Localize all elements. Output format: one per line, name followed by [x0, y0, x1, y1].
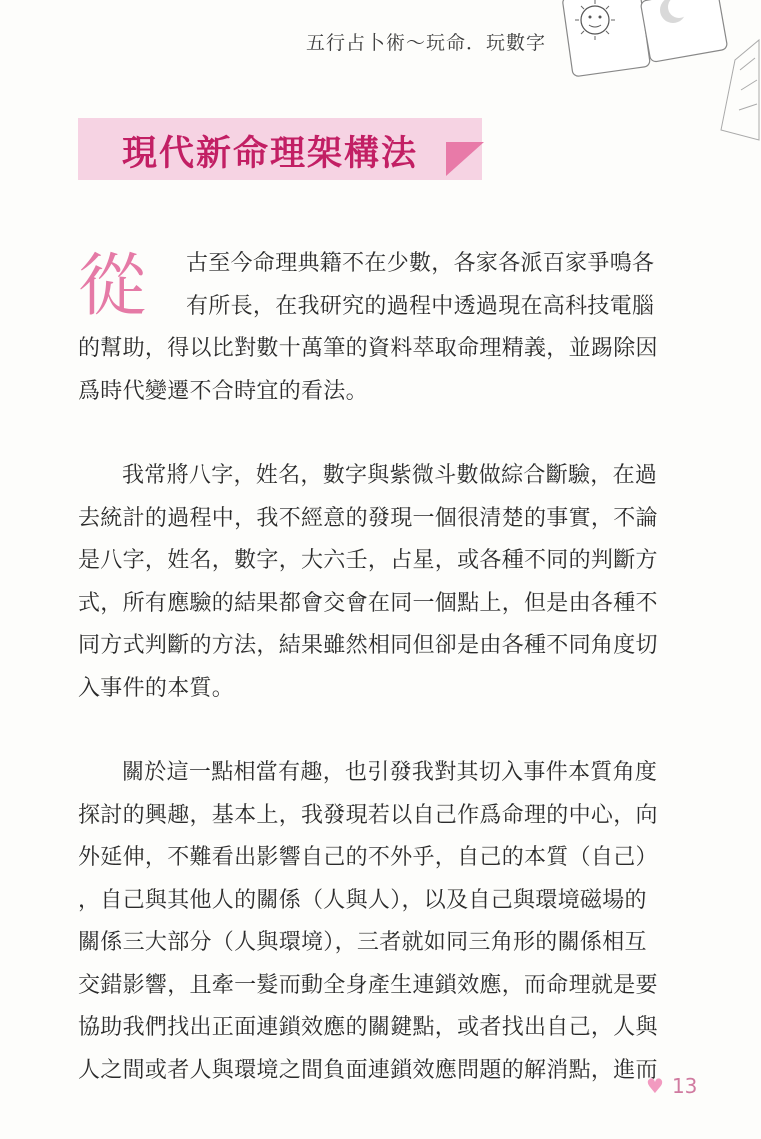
- text-line: 式，所有應驗的結果都會交會在同一個點上，但是由各種不: [78, 590, 658, 616]
- text-line: ，自己與其他人的關係（人與人），以及自己與環境磁場的: [78, 887, 647, 913]
- sun-card-icon: [562, 0, 650, 77]
- section-title-band: [78, 118, 482, 180]
- text-line: 的幫助，得以比對數十萬筆的資料萃取命理精義，並踢除因: [78, 336, 658, 361]
- text-line: 爲時代變遷不合時宜的看法。: [78, 378, 368, 404]
- title-corner-triangle-icon: [446, 142, 486, 178]
- text-line: 外延伸，不難看出影響自己的不外乎，自己的本質（自己）: [78, 845, 658, 870]
- running-header: 五行占卜術～玩命．玩數字: [306, 32, 547, 54]
- text-line: 協助我們找出正面連鎖效應的關鍵點，或者找出自己，人與: [78, 1015, 658, 1040]
- text-line: 有所長，在我研究的過程中透過現在高科技電腦: [186, 293, 655, 319]
- page-number: 13: [671, 1074, 698, 1098]
- ornament-icon: [721, 40, 759, 140]
- paragraph-1: [78, 243, 696, 413]
- text-line: 古至今命理典籍不在少數，各家各派百家爭鳴各: [186, 251, 655, 276]
- drop-cap: 從: [78, 247, 147, 326]
- text-line: 交錯影響，且牽一髮而動全身產生連鎖效應，而命理就是要: [78, 972, 658, 998]
- text-line: 關係三大部分（人與環境），三者就如同三角形的關係相互: [78, 930, 647, 955]
- section-title: 現代新命理架構法: [122, 133, 419, 174]
- body-text: [78, 243, 696, 1092]
- heart-icon: ♥: [646, 1074, 664, 1098]
- text-line: 我常將八字，姓名，數字與紫微斗數做綜合斷驗，在過: [122, 463, 658, 488]
- paragraph-3: [78, 752, 696, 1092]
- text-line: 探討的興趣，基本上，我發現若以自己作爲命理的中心，向: [78, 802, 658, 828]
- text-line: 去統計的過程中，我不經意的發現一個很清楚的事實，不論: [78, 505, 658, 531]
- text-line: 是八字，姓名，數字，大六壬，占星，或各種不同的判斷方: [78, 548, 658, 573]
- text-line: 關於這一點相當有趣，也引發我對其切入事件本質角度: [122, 760, 658, 785]
- decorative-cards-illustration: [545, 0, 761, 170]
- page-footer: [646, 1074, 697, 1098]
- text-line: 人之間或者人與環境之間負面連鎖效應問題的解消點，進而: [78, 1057, 658, 1083]
- moon-card-icon: [640, 0, 728, 62]
- text-line: 同方式判斷的方法，結果雖然相同但卻是由各種不同角度切: [78, 633, 658, 658]
- paragraph-2: [78, 455, 696, 710]
- text-line: 入事件的本質。: [78, 675, 235, 701]
